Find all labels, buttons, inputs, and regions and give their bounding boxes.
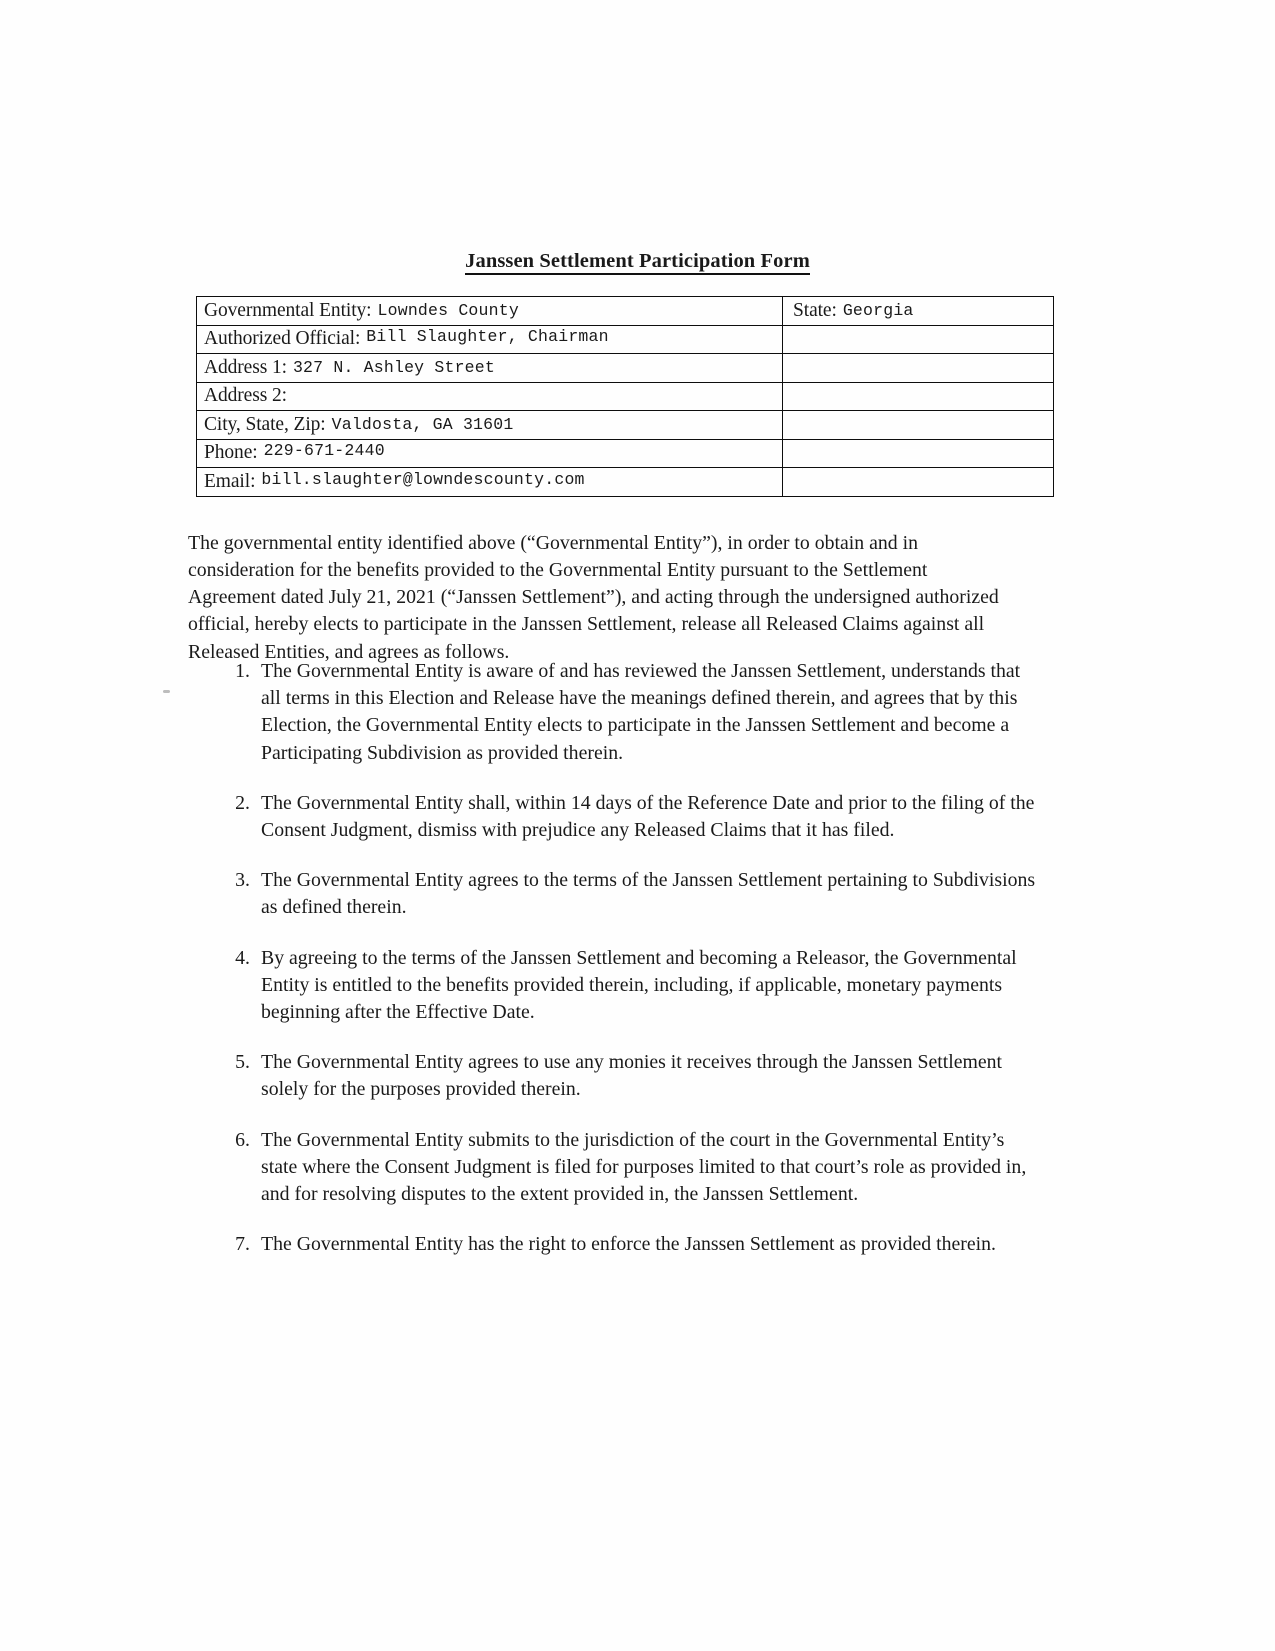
field-blank-row-1[interactable] <box>783 325 1054 354</box>
entity-information-table-body <box>197 297 1054 497</box>
field-label: Email: <box>204 470 256 492</box>
list-item <box>222 945 1037 1027</box>
list-item-text: The Governmental Entity agrees to the terms of the Janssen Settlement pertaining to Subdivisions as defined therein. <box>261 869 1036 919</box>
table-row <box>197 354 1054 383</box>
field-state[interactable] <box>783 297 1054 326</box>
list-item-text: The Governmental Entity is aware of and has reviewed the Janssen Settlement, understands that all terms in this Election and Release have the meanings defined therein, and agrees that by this Election, the Governmental Entity elects to participate in the Janssen Settlement and become a Participating Subdivision as provided therein. <box>261 660 1021 764</box>
list-item-text: The Governmental Entity shall, within 14 days of the Reference Date and prior to the filing of the Consent Judgment, dismiss with prejudice any Released Claims that it has filed. <box>261 791 1035 842</box>
list-item-text: The Governmental Entity submits to the jurisdiction of the court in the Governmental Entity’s state where the Consent Judgment is filed for purposes limited to that court’s role as provided in, and for resolving disputes to the extent provided in, the Janssen Settlement. <box>261 1128 1027 1206</box>
field-label: Governmental Entity: <box>204 299 372 321</box>
field-label: Address 1: <box>204 356 287 378</box>
field-value: bill.slaughter@lowndescounty.com <box>261 469 585 489</box>
field-value: Valdosta, GA 31601 <box>331 414 514 434</box>
list-item <box>222 867 1037 921</box>
numbered-terms-list <box>222 658 1037 1281</box>
list-item <box>222 1231 1037 1258</box>
field-blank-row-2[interactable] <box>783 354 1054 383</box>
field-value: 327 N. Ashley Street <box>292 357 495 377</box>
scan-artifact-speck <box>163 690 170 693</box>
entity-information-table <box>196 296 1054 497</box>
list-item-text: By agreeing to the terms of the Janssen Settlement and becoming a Releasor, the Governmental Entity is entitled to the benefits provided therein, including, if applicable, monetary payments beginning after the Effective Date. <box>261 946 1017 1024</box>
field-label: City, State, Zip: <box>204 413 326 435</box>
field-email[interactable] <box>197 468 783 497</box>
field-label: Address 2: <box>204 385 287 407</box>
list-item <box>222 1127 1037 1209</box>
field-value: 229-671-2440 <box>263 441 385 461</box>
field-label: Authorized Official: <box>204 328 361 350</box>
field-value: Georgia <box>842 300 914 320</box>
page-title-text: Janssen Settlement Participation Form <box>465 250 810 275</box>
field-blank-row-4[interactable] <box>783 411 1054 440</box>
field-phone[interactable] <box>197 439 783 468</box>
field-blank-row-3[interactable] <box>783 382 1054 411</box>
list-item <box>222 790 1037 844</box>
list-item-number: 4. <box>235 946 250 969</box>
list-item-text: The Governmental Entity agrees to use any monies it receives through the Janssen Settlement solely for the purposes provided therein. <box>261 1051 1003 1101</box>
list-item-number: 7. <box>235 1233 250 1256</box>
list-item <box>222 1049 1037 1103</box>
field-address-2[interactable] <box>197 382 783 411</box>
field-address-1[interactable] <box>197 354 783 383</box>
table-row <box>197 439 1054 468</box>
table-row <box>197 297 1054 326</box>
list-item-text: The Governmental Entity has the right to enforce the Janssen Settlement as provided therein. <box>261 1233 996 1256</box>
list-item-number: 5. <box>235 1051 250 1074</box>
field-governmental-entity[interactable] <box>197 297 783 326</box>
list-item-number: 1. <box>235 660 250 682</box>
intro-paragraph: The governmental entity identified above (“Governmental Entity”), in order to obtain and in consideration for the benefits provided to the Governmental Entity pursuant to the Settlement Agreement dated July 21, 2021 (“Janssen Settlement”), and acting through the undersigned authorized official, hereby elects to participate in the Janssen Settlement, release all Released Claims against all Released Entities, and agrees as follows. <box>188 531 999 663</box>
field-blank-row-5[interactable] <box>783 439 1054 468</box>
list-item-number: 3. <box>235 869 250 892</box>
field-blank-row-6[interactable] <box>783 468 1054 497</box>
table-row <box>197 382 1054 411</box>
field-value: Lowndes County <box>377 300 519 320</box>
page-title <box>0 250 1275 273</box>
table-row <box>197 411 1054 440</box>
list-item-number: 6. <box>235 1128 250 1151</box>
field-city-state-zip[interactable] <box>197 411 783 440</box>
field-value: Bill Slaughter, Chairman <box>366 327 609 347</box>
table-row <box>197 468 1054 497</box>
field-authorized-official[interactable] <box>197 325 783 354</box>
field-label: State: <box>793 299 837 321</box>
list-item-number: 2. <box>235 791 250 814</box>
field-label: Phone: <box>204 442 258 464</box>
table-row <box>197 325 1054 354</box>
list-item <box>222 658 1037 767</box>
